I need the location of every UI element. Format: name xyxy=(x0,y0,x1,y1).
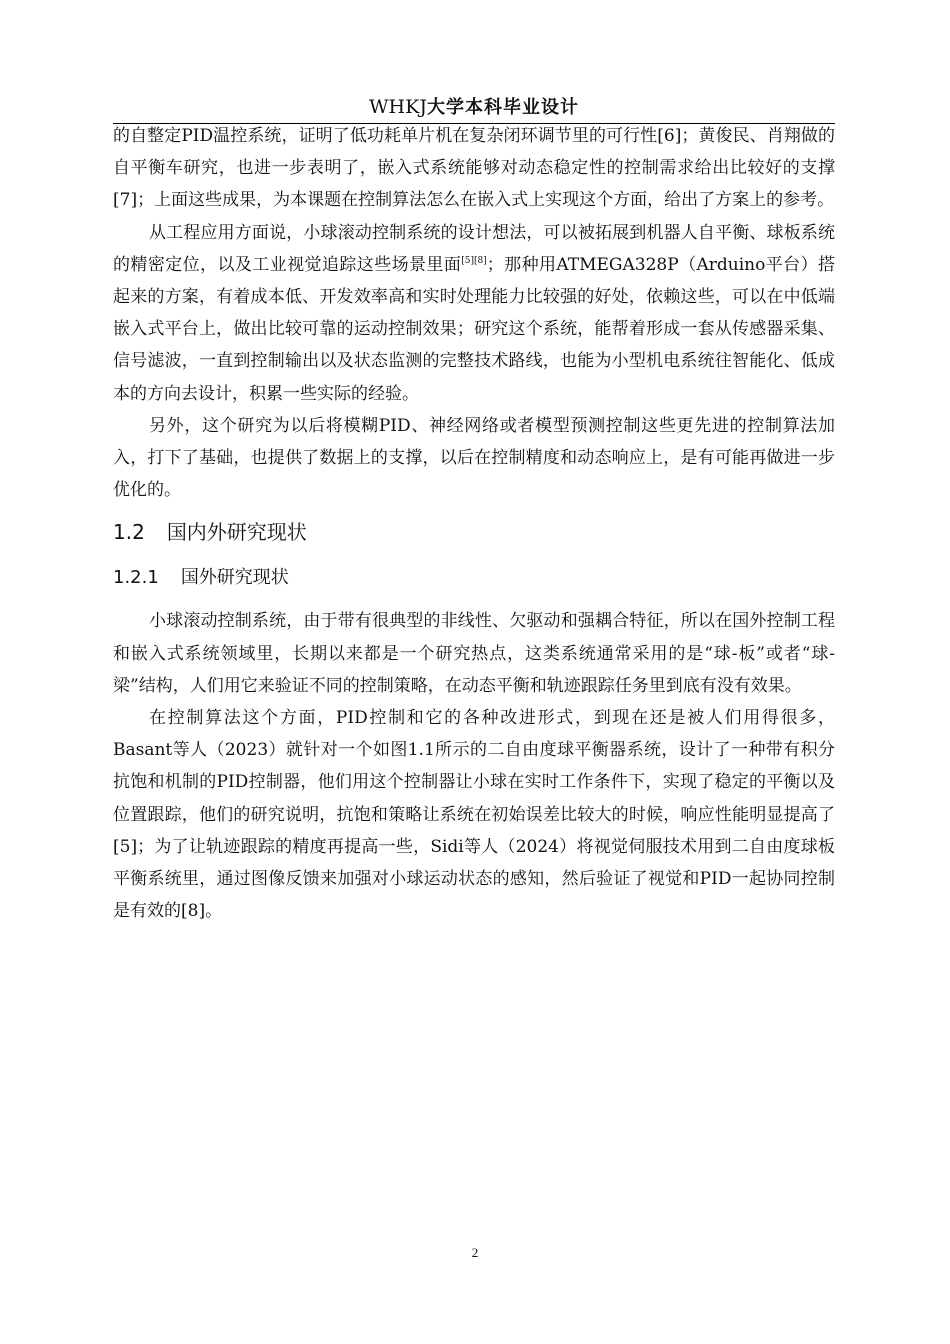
page-number: 2 xyxy=(471,1245,479,1260)
citation-superscript: [5][8] xyxy=(461,255,487,266)
subsection-title: 国外研究现状 xyxy=(180,567,289,589)
paragraph-engineering xyxy=(113,217,835,410)
paragraph-engineering-text-b: ；那种用ATMEGA328P（Arduino平台）搭起来的方案，有着成本低、开发效率高和实时处理能力比较强的好处，依赖这些，可以在中低端嵌入式平台上，做出比较可靠的运动控制效果；研究这个系统，能帮着形成一套从传感器采集、信号滤波，一直到控制输出以及状态监测的完整技术路线，也能为小型机电系统往智能化、低成本的方向去设计，积累一些实际的经验。 xyxy=(113,254,835,404)
paragraph-foreign-overview: 小球滚动控制系统，由于带有很典型的非线性、欠驱动和强耦合特征，所以在国外控制工程和嵌入式系统领域里，长期以来都是一个研究热点，这类系统通常采用的是“球-板”或者“球-梁”结构，人们用它来验证不同的控制策略，在动态平衡和轨迹跟踪任务里到底有没有效果。 xyxy=(113,611,835,696)
section-number: 1.2 xyxy=(113,520,145,545)
paragraph-control-algorithms: 在控制算法这个方面，PID控制和它的各种改进形式，到现在还是被人们用得很多，Basant等人（2023）就针对一个如图1.1所示的二自由度球平衡器系统，设计了一种带有积分抗饱和机制的PID控制器，他们用这个控制器让小球在实时工作条件下，实现了稳定的平衡以及位置跟踪，他们的研究说明，抗饱和策略让系统在初始误差比较大的时候，响应性能明显提高了[5]；为了让轨迹跟踪的精度再提高一些，Sidi等人（2024）将视觉伺服技术用到二自由度球板平衡系统里，通过图像反馈来加强对小球运动状态的感知，然后验证了视觉和PID一起协同控制是有效的[8]。 xyxy=(113,708,835,922)
section-title: 国内外研究现状 xyxy=(166,520,307,545)
paragraph-continued: 的自整定PID温控系统，证明了低功耗单片机在复杂闭环调节里的可行性[6]；黄俊民、肖翔做的自平衡车研究，也进一步表明了，嵌入式系统能够对动态稳定性的控制需求给出比较好的支撑[7]；上面这些成果，为本课题在控制算法怎么在嵌入式上实现这个方面，给出了方案上的参考。 xyxy=(113,126,835,211)
paragraph-engineering-text-a: 从工程应用方面说，小球滚动控制系统的设计想法，可以被拓展到机器人自平衡、球板系统的精密定位，以及工业视觉追踪这些场景里面 xyxy=(113,222,835,275)
paragraph-future-work: 另外，这个研究为以后将模糊PID、神经网络或者模型预测控制这些更先进的控制算法加入，打下了基础，也提供了数据上的支撑，以后在控制精度和动态响应上，是有可能再做进一步优化的。 xyxy=(113,415,835,501)
header-title: 大学本科毕业设计 xyxy=(426,97,579,118)
subsection-number: 1.2.1 xyxy=(113,567,159,589)
document-body xyxy=(113,120,835,927)
subsection-heading xyxy=(113,564,835,592)
header-latin: WHKJ xyxy=(369,96,427,118)
section-heading xyxy=(113,517,835,547)
